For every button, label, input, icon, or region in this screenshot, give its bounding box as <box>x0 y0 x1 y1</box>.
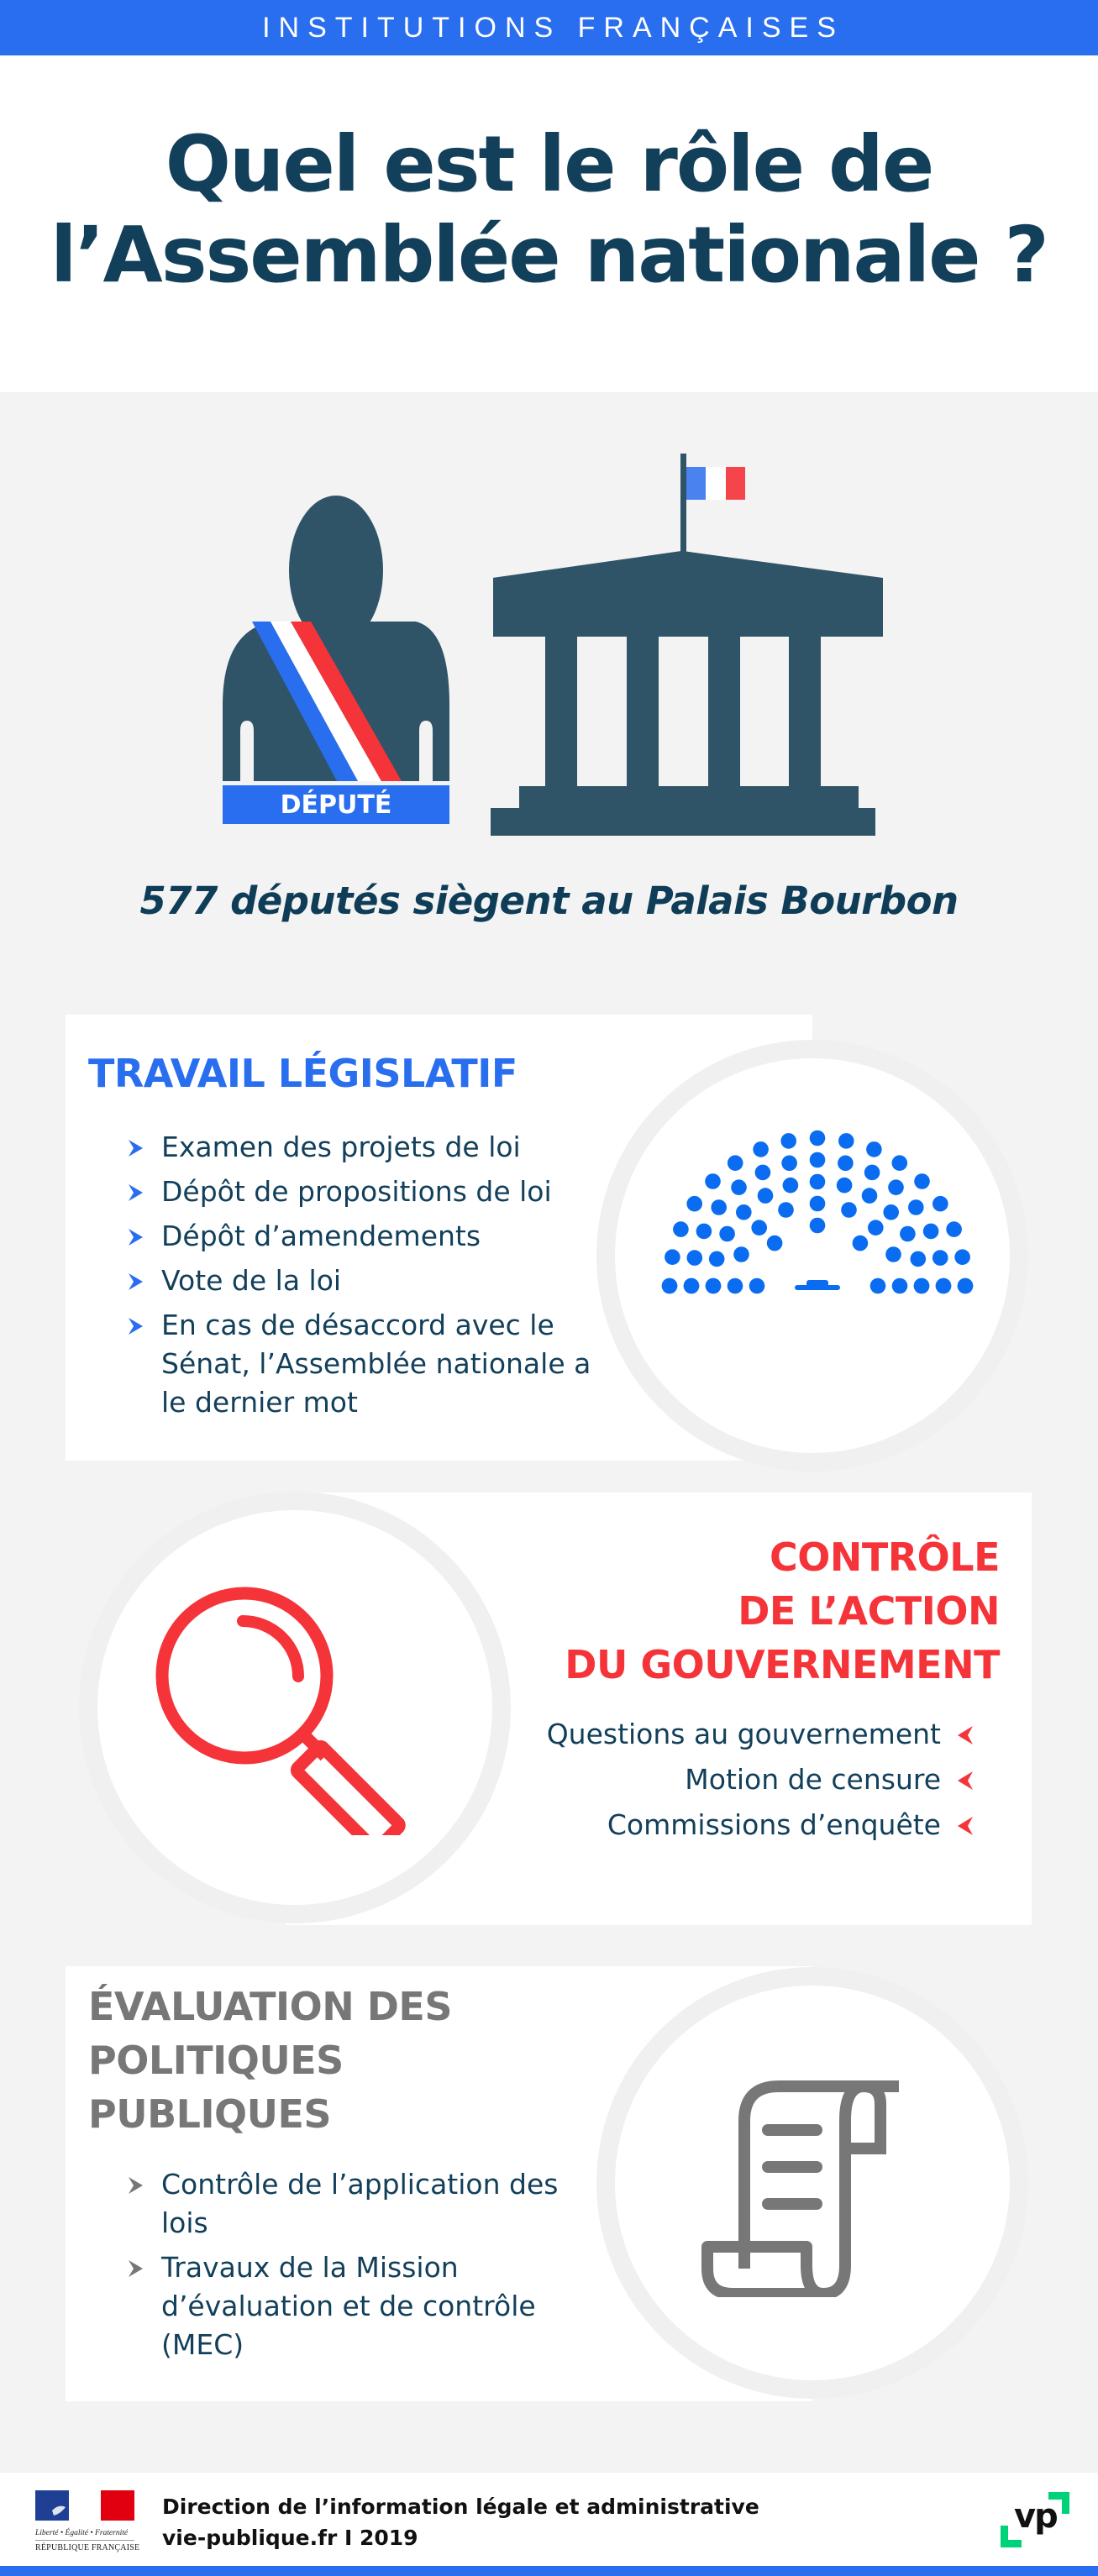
list-item: En cas de désaccord avec le Sénat, l’Assemblée nationale a le dernier mot <box>126 1306 596 1422</box>
top-banner <box>0 0 1098 55</box>
list-item: Dépôt d’amendements <box>126 1217 596 1256</box>
chevron-right-icon <box>126 1272 144 1291</box>
rf-name: RÉPUBLIQUE FRANÇAISE <box>35 2543 140 2552</box>
page-title-line-1: Quel est le rôle de <box>165 119 933 209</box>
footer-source: vie-publique.fr I 2019 <box>162 2526 418 2550</box>
intro-illustration <box>214 449 886 836</box>
chevron-right-icon <box>126 1183 144 1202</box>
chevron-right-icon <box>126 2176 144 2195</box>
deputy-icon <box>223 496 449 824</box>
chevron-left-icon <box>956 1725 975 1745</box>
scroll-icon <box>697 2070 899 2297</box>
rf-motto: Liberté • Égalité • Fraternité <box>35 2529 129 2537</box>
marianne-icon <box>35 2490 134 2521</box>
section-title-controle: CONTRÔLE DE L’ACTION DU GOUVERNEMENT <box>565 1535 1000 1687</box>
chevron-left-icon <box>956 1771 975 1791</box>
republique-francaise-logo <box>35 2490 140 2558</box>
list-item: Questions au gouvernement <box>470 1715 975 1754</box>
magnifier-icon <box>147 1583 416 1835</box>
list-controle <box>470 1715 975 1851</box>
chevron-right-icon <box>126 2259 144 2278</box>
chevron-left-icon <box>956 1816 975 1836</box>
section-title-evaluation: ÉVALUATION DES POLITIQUES PUBLIQUES <box>88 1984 452 2137</box>
deputy-label: DÉPUTÉ <box>280 790 392 820</box>
palais-bourbon-icon <box>491 454 883 836</box>
footer-publisher: Direction de l’information légale et administrative <box>162 2495 759 2519</box>
french-flag-icon <box>686 467 745 500</box>
list-item: Commissions d’enquête <box>470 1806 975 1844</box>
chevron-right-icon <box>126 1139 144 1157</box>
banner-label: INSTITUTIONS FRANÇAISES <box>262 11 844 44</box>
list-item: Motion de censure <box>470 1760 975 1799</box>
section-title-legislatif: TRAVAIL LÉGISLATIF <box>88 1051 517 1096</box>
deputies-count-subtitle: 577 députés siègent au Palais Bourbon <box>139 879 959 923</box>
page-title <box>0 119 1098 301</box>
chevron-right-icon <box>126 1317 144 1335</box>
hemicycle-icon <box>655 1125 983 1302</box>
vie-publique-logo[interactable] <box>1001 2492 1069 2547</box>
footer-bar <box>0 2566 1098 2576</box>
list-item: Vote de la loi <box>126 1262 596 1300</box>
list-item: Travaux de la Mission d’évaluation et de contrôle (MEC) <box>126 2248 563 2364</box>
list-item: Dépôt de propositions de loi <box>126 1173 596 1211</box>
vp-logo-text: vp <box>1014 2497 1057 2536</box>
list-item: Contrôle de l’application des lois <box>126 2165 563 2243</box>
chevron-right-icon <box>126 1228 144 1246</box>
page-title-line-2: l’Assemblée nationale ? <box>50 210 1048 300</box>
list-legislatif <box>126 1128 596 1428</box>
list-item: Examen des projets de loi <box>126 1128 596 1167</box>
list-evaluation <box>126 2165 563 2370</box>
footer-credits <box>162 2491 759 2553</box>
